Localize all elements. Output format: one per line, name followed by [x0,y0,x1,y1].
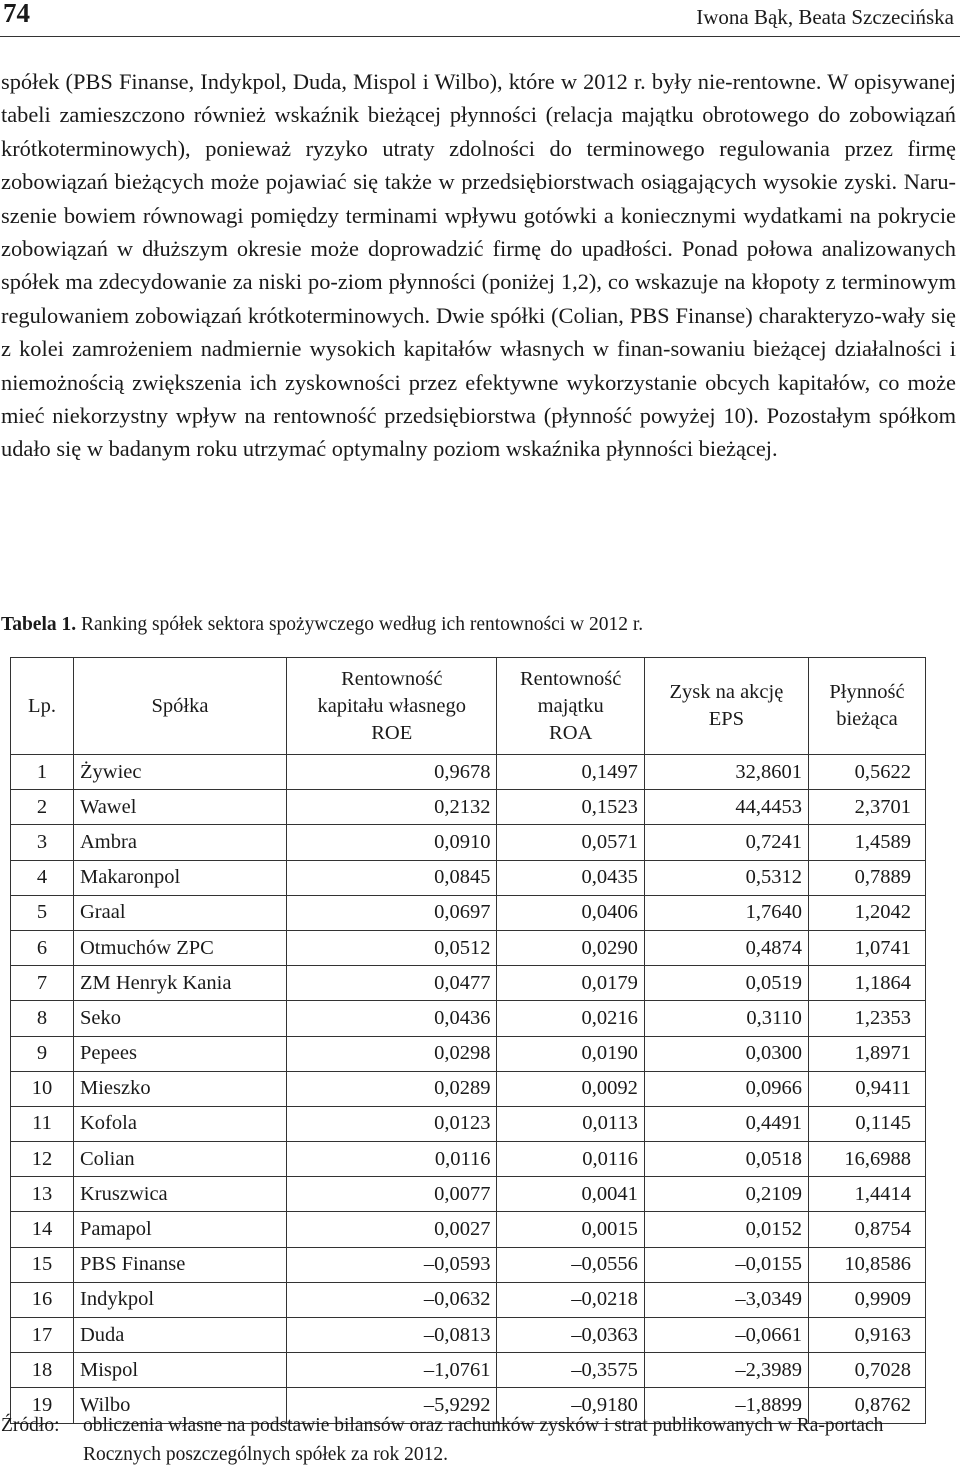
source-text: obliczenia własne na podstawie bilansów oraz rachunków zysków i strat publikowanych w Ra-portach Rocznych poszczególnych spółek za rok 2012. [83,1415,884,1465]
row-liquidity: 0,8754 [808,1212,925,1247]
row-lp: 13 [11,1177,74,1212]
row-liquidity: 10,8586 [808,1247,925,1282]
row-roa: 0,0406 [497,895,644,930]
row-eps: 0,2109 [644,1177,808,1212]
page-header [0,0,960,37]
table-row [11,1353,926,1388]
row-eps: –0,0661 [644,1318,808,1353]
row-roa: 0,0290 [497,930,644,965]
table-row [11,1071,926,1106]
row-liquidity: 0,7889 [808,860,925,895]
row-roe: 0,0845 [287,860,497,895]
table-row [11,860,926,895]
row-roa: 0,0041 [497,1177,644,1212]
row-company: Makaronpol [74,860,287,895]
row-roa: –0,0556 [497,1247,644,1282]
row-roa: 0,0092 [497,1071,644,1106]
row-company: Otmuchów ZPC [74,930,287,965]
row-lp: 19 [11,1388,74,1423]
row-lp: 17 [11,1318,74,1353]
row-eps: 0,0966 [644,1071,808,1106]
row-liquidity: 0,7028 [808,1353,925,1388]
row-eps: 0,0300 [644,1036,808,1071]
row-roa: 0,0571 [497,825,644,860]
row-lp: 12 [11,1142,74,1177]
row-liquidity: 0,9411 [808,1071,925,1106]
row-lp: 15 [11,1247,74,1282]
table-row [11,790,926,825]
row-eps: –3,0349 [644,1282,808,1317]
row-lp: 8 [11,1001,74,1036]
row-roe: –1,0761 [287,1353,497,1388]
header-roe: Rentowność kapitału własnego ROE [287,658,497,755]
row-roa: 0,0435 [497,860,644,895]
row-roe: 0,0477 [287,966,497,1001]
row-company: Mispol [74,1353,287,1388]
row-roe: –0,0593 [287,1247,497,1282]
row-roa: –0,3575 [497,1353,644,1388]
row-roa: 0,1497 [497,755,644,790]
row-roe: 0,0116 [287,1142,497,1177]
row-company: Seko [74,1001,287,1036]
row-lp: 7 [11,966,74,1001]
row-roa: –0,0363 [497,1318,644,1353]
row-eps: 0,0518 [644,1142,808,1177]
row-eps: –0,0155 [644,1247,808,1282]
table-row [11,1282,926,1317]
row-lp: 16 [11,1282,74,1317]
row-lp: 10 [11,1071,74,1106]
table-row [11,1247,926,1282]
row-roe: 0,0027 [287,1212,497,1247]
table-row [11,825,926,860]
table-row [11,1177,926,1212]
header-liquidity: Płynność bieżąca [808,658,925,755]
table-row [11,895,926,930]
row-roe: 0,0077 [287,1177,497,1212]
row-liquidity: 0,9909 [808,1282,925,1317]
row-liquidity: 1,4589 [808,825,925,860]
ranking-table [10,657,926,1424]
row-lp: 1 [11,755,74,790]
table-row [11,1142,926,1177]
row-company: Żywiec [74,755,287,790]
table-row [11,1318,926,1353]
body-paragraph-block [1,65,956,466]
row-roa: 0,0190 [497,1036,644,1071]
row-eps: 0,0152 [644,1212,808,1247]
row-roa: 0,1523 [497,790,644,825]
row-eps: 0,0519 [644,966,808,1001]
running-head-authors: Iwona Bąk, Beata Szczecińska [696,5,954,29]
row-roe: 0,0697 [287,895,497,930]
row-liquidity: 1,2042 [808,895,925,930]
row-liquidity: 0,8762 [808,1388,925,1423]
row-roe: 0,0289 [287,1071,497,1106]
header-company: Spółka [74,658,287,755]
row-company: Indykpol [74,1282,287,1317]
row-company: Pamapol [74,1212,287,1247]
row-roa: 0,0216 [497,1001,644,1036]
row-roa: 0,0113 [497,1106,644,1141]
row-eps: 0,4491 [644,1106,808,1141]
row-company: Kofola [74,1106,287,1141]
row-eps: 0,3110 [644,1001,808,1036]
row-roe: 0,0123 [287,1106,497,1141]
row-roe: –5,9292 [287,1388,497,1423]
table-body [11,755,926,1424]
row-eps: 0,4874 [644,930,808,965]
row-liquidity: 0,1145 [808,1106,925,1141]
row-company: Wawel [74,790,287,825]
table-caption-text: Ranking spółek sektora spożywczego według ich rentowności w 2012 r. [81,614,644,635]
row-roa: –0,9180 [497,1388,644,1423]
row-company: PBS Finanse [74,1247,287,1282]
header-lp: Lp. [11,658,74,755]
row-liquidity: 2,3701 [808,790,925,825]
table-header-row [11,658,926,755]
row-eps: –1,8899 [644,1388,808,1423]
row-roe: –0,0813 [287,1318,497,1353]
row-roe: 0,9678 [287,755,497,790]
row-company: Duda [74,1318,287,1353]
row-lp: 3 [11,825,74,860]
page-number: 74 [3,0,30,28]
header-eps: Zysk na akcję EPS [644,658,808,755]
row-roe: 0,0910 [287,825,497,860]
row-liquidity: 1,4414 [808,1177,925,1212]
row-roe: 0,2132 [287,790,497,825]
row-company: Pepees [74,1036,287,1071]
row-liquidity: 1,1864 [808,966,925,1001]
row-liquidity: 0,5622 [808,755,925,790]
row-company: ZM Henryk Kania [74,966,287,1001]
table-row [11,1106,926,1141]
row-company: Colian [74,1142,287,1177]
row-lp: 14 [11,1212,74,1247]
table-row [11,1212,926,1247]
row-lp: 9 [11,1036,74,1071]
source-note [1,1411,958,1469]
row-roa: 0,0015 [497,1212,644,1247]
row-lp: 2 [11,790,74,825]
row-liquidity: 1,2353 [808,1001,925,1036]
row-eps: –2,3989 [644,1353,808,1388]
table-caption-label: Tabela 1. [1,614,77,635]
header-roa: Rentowność majątku ROA [497,658,644,755]
row-eps: 32,8601 [644,755,808,790]
row-eps: 0,7241 [644,825,808,860]
row-company: Ambra [74,825,287,860]
row-liquidity: 0,9163 [808,1318,925,1353]
table-row [11,755,926,790]
row-company: Wilbo [74,1388,287,1423]
row-company: Kruszwica [74,1177,287,1212]
row-company: Mieszko [74,1071,287,1106]
row-lp: 11 [11,1106,74,1141]
row-roe: –0,0632 [287,1282,497,1317]
row-lp: 6 [11,930,74,965]
row-roe: 0,0298 [287,1036,497,1071]
table-row [11,930,926,965]
row-eps: 44,4453 [644,790,808,825]
row-company: Graal [74,895,287,930]
row-roa: –0,0218 [497,1282,644,1317]
row-roe: 0,0512 [287,930,497,965]
row-lp: 18 [11,1353,74,1388]
row-lp: 5 [11,895,74,930]
table-row [11,1036,926,1071]
row-roa: 0,0179 [497,966,644,1001]
row-eps: 0,5312 [644,860,808,895]
row-eps: 1,7640 [644,895,808,930]
row-roa: 0,0116 [497,1142,644,1177]
table-caption [1,611,956,639]
body-paragraph: spółek (PBS Finanse, Indykpol, Duda, Mispol i Wilbo), które w 2012 r. były nie-rentowne. W opisywanej tabeli zamieszczono również wskaźnik bieżącej płynności (relacja majątku obrotowego do zobowiązań krótkoterminowych), ponieważ ryzyko utraty zdolności do terminowego regulowania przez firmę zobowiązań bieżących może pojawiać się także w przedsiębiorstwach osiągających wysokie zyski. Naru-szenie bowiem równowagi pomiędzy terminami wpływu gotówki a koniecznymi wydatkami na pokrycie zobowiązań w dłuższym okresie może doprowadzić firmę do upadłości. Ponad połowa analizowanych spółek ma zdecydowanie za niski po-ziom płynności (poniżej 1,2), co wskazuje na kłopoty z terminowym regulowaniem zobowiązań krótkoterminowych. Dwie spółki (Colian, PBS Finanse) charakteryzo-wały się z kolei zamrożeniem nadmiernie wysokich kapitałów własnych w finan-sowaniu bieżącej działalności i niemożnością zwiększenia ich zyskowności przez efektywne wykorzystanie obcych kapitałów, co może mieć niekorzystny wpływ na rentowność przedsiębiorstwa (płynność powyżej 10). Pozostałym spółkom udało się w badanym roku utrzymać optymalny poziom wskaźnika płynności bieżącej. [1,69,956,462]
table-row [11,1001,926,1036]
table-row [11,966,926,1001]
source-label: Źródło: [1,1415,60,1436]
row-liquidity: 1,0741 [808,930,925,965]
row-roe: 0,0436 [287,1001,497,1036]
row-liquidity: 16,6988 [808,1142,925,1177]
row-lp: 4 [11,860,74,895]
row-liquidity: 1,8971 [808,1036,925,1071]
